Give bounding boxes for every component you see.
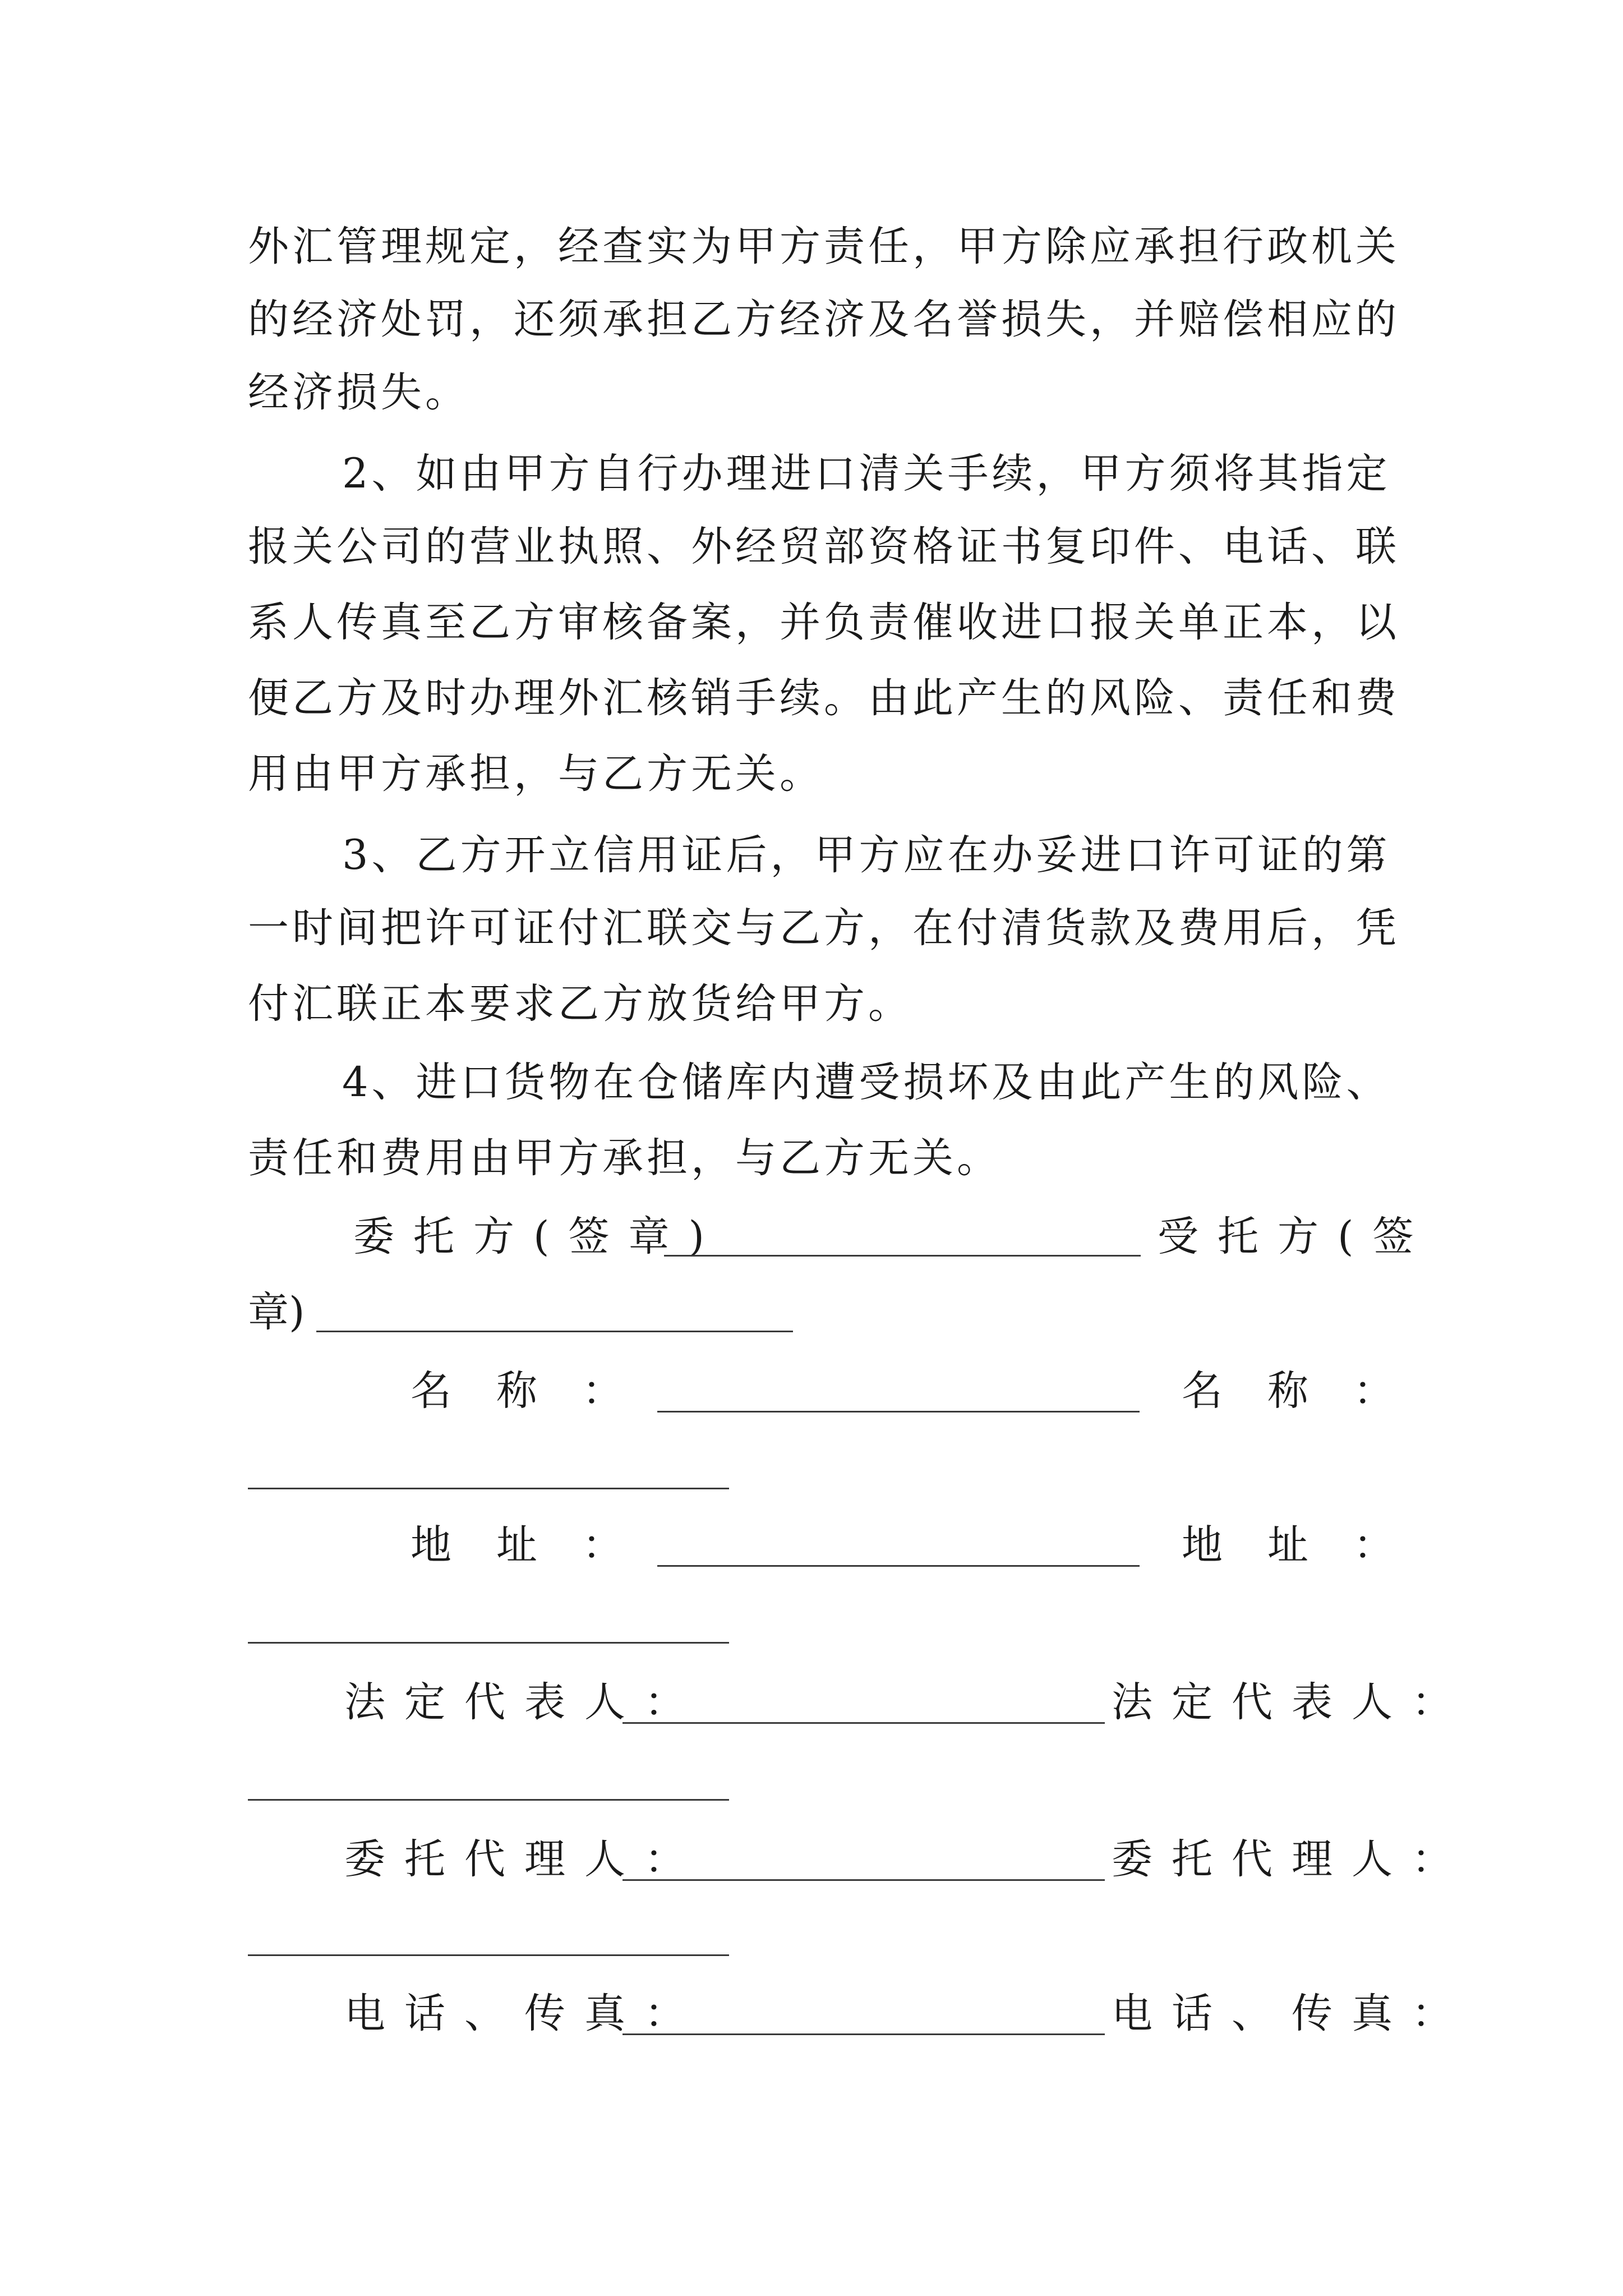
agent-seal-blank — [316, 1331, 793, 1332]
body-line: 付汇联正本要求乙方放货给甲方。 — [248, 980, 912, 1028]
principal-name-label: 名称： — [411, 1367, 668, 1415]
address-row — [248, 1517, 1439, 1573]
principal-seal-blank — [664, 1255, 1141, 1257]
principal-name-blank — [657, 1411, 1140, 1412]
principal-phone-fax-label: 电话、传真： — [344, 1990, 704, 2037]
body-line: 用由甲方承担，与乙方无关。 — [248, 750, 824, 798]
agent-proxy-label: 委托代理人： — [1112, 1835, 1472, 1883]
principal-legal-rep-label: 法定代表人： — [344, 1678, 704, 1726]
body-line: 经济损失。 — [248, 369, 469, 416]
name-row — [248, 1363, 1439, 1419]
principal-legal-rep-blank — [623, 1722, 1105, 1724]
agent-phone-fax-label: 电话、传真： — [1112, 1990, 1472, 2037]
principal-proxy-blank — [623, 1879, 1105, 1881]
signature-row-cont — [248, 1285, 1386, 1341]
agent-name-label: 名称： — [1182, 1367, 1439, 1415]
body-line: 外汇管理规定，经查实为甲方责任，甲方除应承担行政机关 — [248, 223, 1400, 270]
clause-2-line: 2、如由甲方自行办理进口清关手续，甲方须将其指定 — [342, 450, 1391, 498]
signature-row — [248, 1209, 1433, 1265]
body-line: 系人传真至乙方审核备案，并负责催收进口报关单正本，以 — [248, 599, 1400, 646]
agent-seal-label-cont: 章) — [248, 1289, 305, 1336]
principal-address-label: 地址： — [411, 1521, 668, 1569]
body-line: 一时间把许可证付汇联交与乙方，在付清货款及费用后，凭 — [248, 904, 1400, 952]
legal-rep-row — [248, 1674, 1472, 1731]
principal-seal-label: 委托方(签章) — [353, 1213, 723, 1260]
clause-3-line: 3、乙方开立信用证后，甲方应在办妥进口许可证的第 — [342, 831, 1391, 879]
body-line: 责任和费用由甲方承担，与乙方无关。 — [248, 1134, 1001, 1182]
body-line: 报关公司的营业执照、外经贸部资格证书复印件、电话、联 — [248, 523, 1400, 570]
agent-address-blank — [248, 1642, 729, 1644]
principal-address-blank — [657, 1565, 1140, 1567]
principal-proxy-label: 委托代理人： — [344, 1835, 704, 1883]
proxy-row — [248, 1832, 1472, 1888]
body-line: 便乙方及时办理外汇核销手续。由此产生的风险、责任和费 — [248, 674, 1400, 722]
agent-legal-rep-label: 法定代表人： — [1112, 1678, 1472, 1726]
phone-fax-row — [248, 1986, 1472, 2042]
agent-proxy-blank — [248, 1954, 729, 1956]
agent-seal-label: 受托方(签 — [1158, 1213, 1433, 1260]
body-line: 的经济处罚，还须承担乙方经济及名誉损失，并赔偿相应的 — [248, 296, 1400, 343]
principal-phone-fax-blank — [623, 2033, 1105, 2035]
agent-name-blank — [248, 1488, 729, 1489]
agent-legal-rep-blank — [248, 1799, 729, 1801]
agent-address-label: 地址： — [1182, 1521, 1439, 1569]
clause-4-line: 4、进口货物在仓储库内遭受损坏及由此产生的风险、 — [342, 1059, 1391, 1106]
